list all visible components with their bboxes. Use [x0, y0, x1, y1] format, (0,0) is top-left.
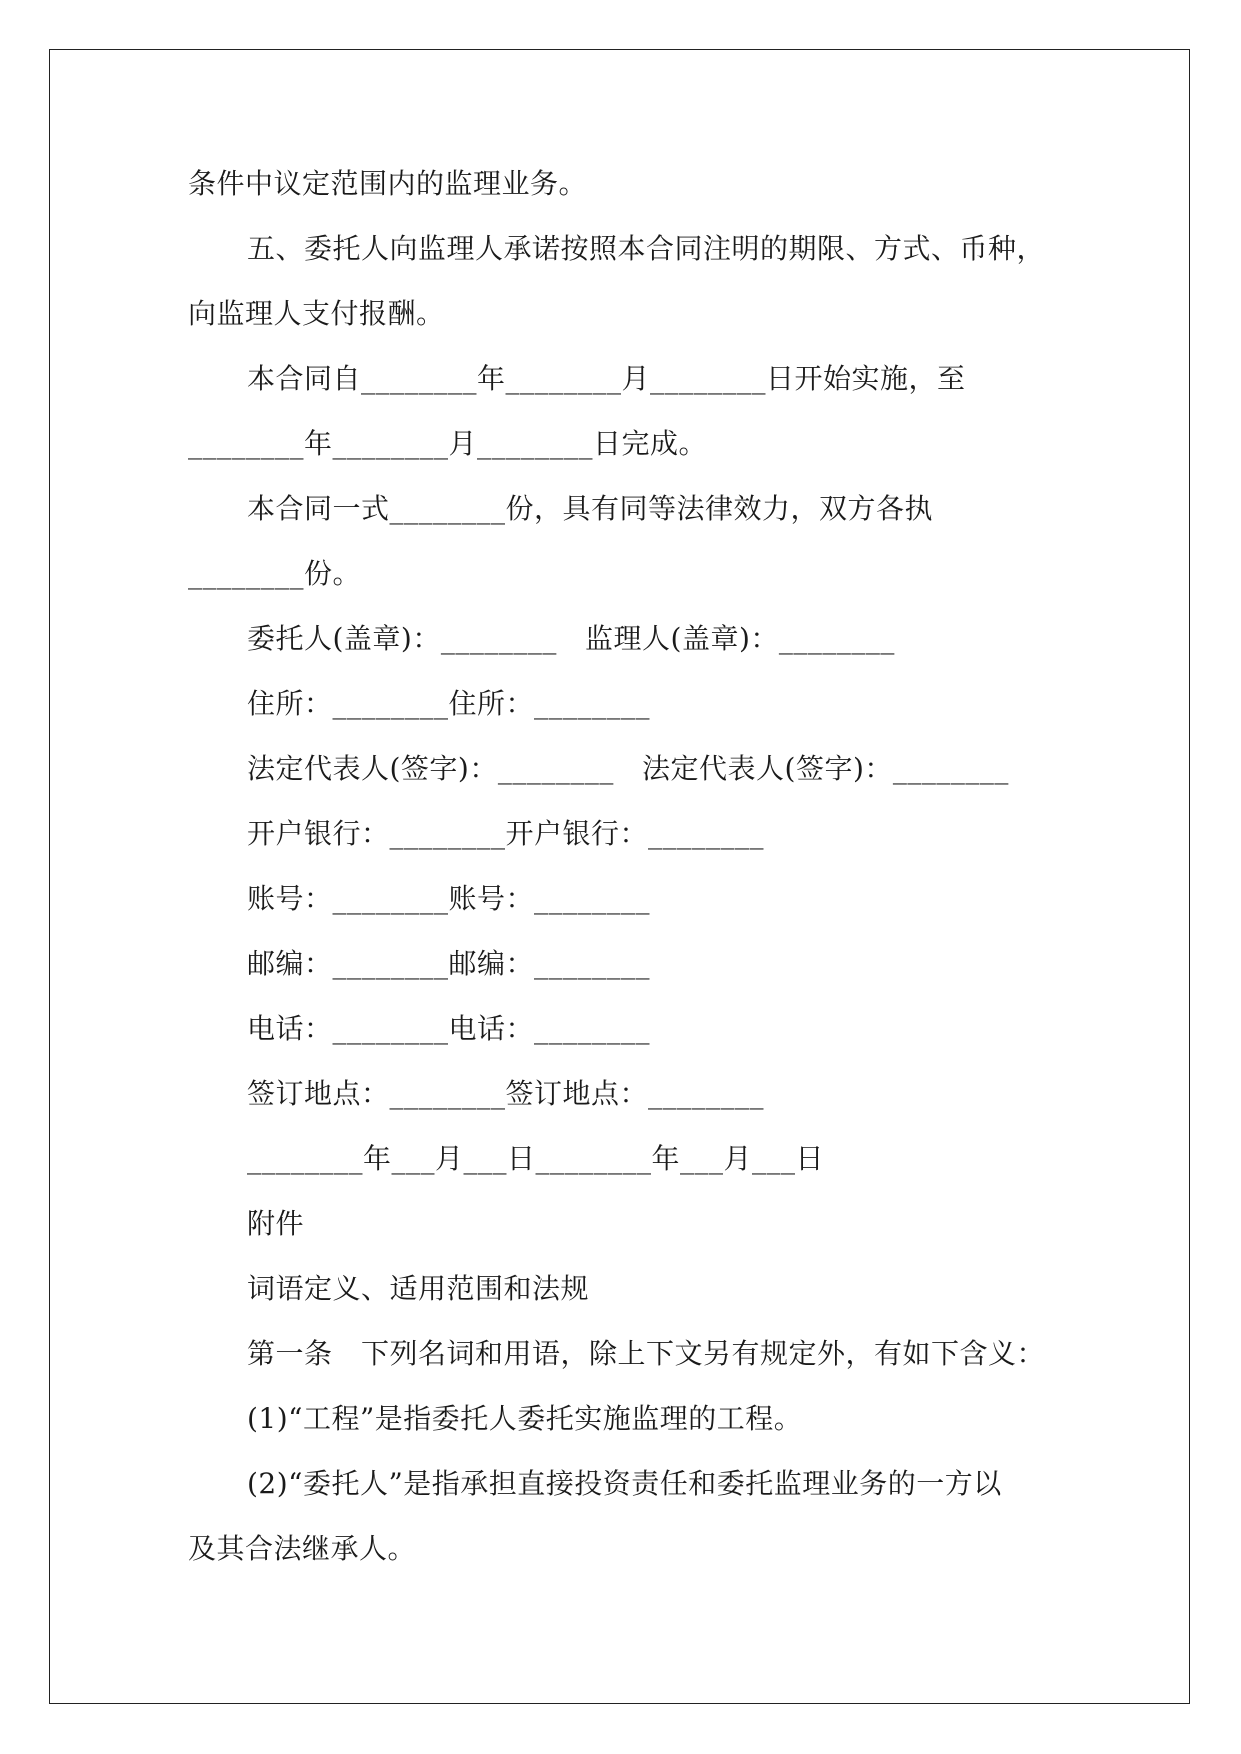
text-line: 电话：________电话：________ [247, 1012, 651, 1045]
text-line: 词语定义、适用范围和法规 [247, 1272, 590, 1305]
text-line: 五、委托人向监理人承诺按照本合同注明的期限、方式、币种， [247, 232, 1046, 265]
text-line: 向监理人支付报酬。 [188, 297, 445, 330]
text-line: ________年________月________日完成。 [188, 427, 708, 460]
text-line: 本合同自________年________月________日开始实施，至 [247, 362, 966, 395]
text-line: 住所：________住所：________ [247, 687, 651, 720]
text-line: 及其合法继承人。 [188, 1532, 417, 1565]
text-line: 附件 [247, 1207, 305, 1240]
text-line: 条件中议定范围内的监理业务。 [188, 167, 588, 200]
text-line: 签订地点：________签订地点：________ [247, 1077, 765, 1110]
text-line: 委托人(盖章)：________ 监理人(盖章)：________ [247, 622, 895, 655]
text-line: 账号：________账号：________ [247, 882, 651, 915]
text-line: 本合同一式________份，具有同等法律效力，双方各执 [247, 492, 934, 525]
text-line: 邮编：________邮编：________ [247, 947, 651, 980]
text-line: 法定代表人(签字)：________ 法定代表人(签字)：________ [247, 752, 1009, 785]
text-line: (2)“委托人”是指承担直接投资责任和委托监理业务的一方以 [247, 1467, 1002, 1500]
text-line: ________年___月___日________年___月___日 [247, 1142, 825, 1175]
text-line: ________份。 [188, 557, 362, 590]
text-line: 开户银行：________开户银行：________ [247, 817, 765, 850]
text-line: 第一条 下列名词和用语，除上下文另有规定外，有如下含义： [247, 1337, 1046, 1370]
text-line: (1)“工程”是指委托人委托实施监理的工程。 [247, 1402, 803, 1435]
